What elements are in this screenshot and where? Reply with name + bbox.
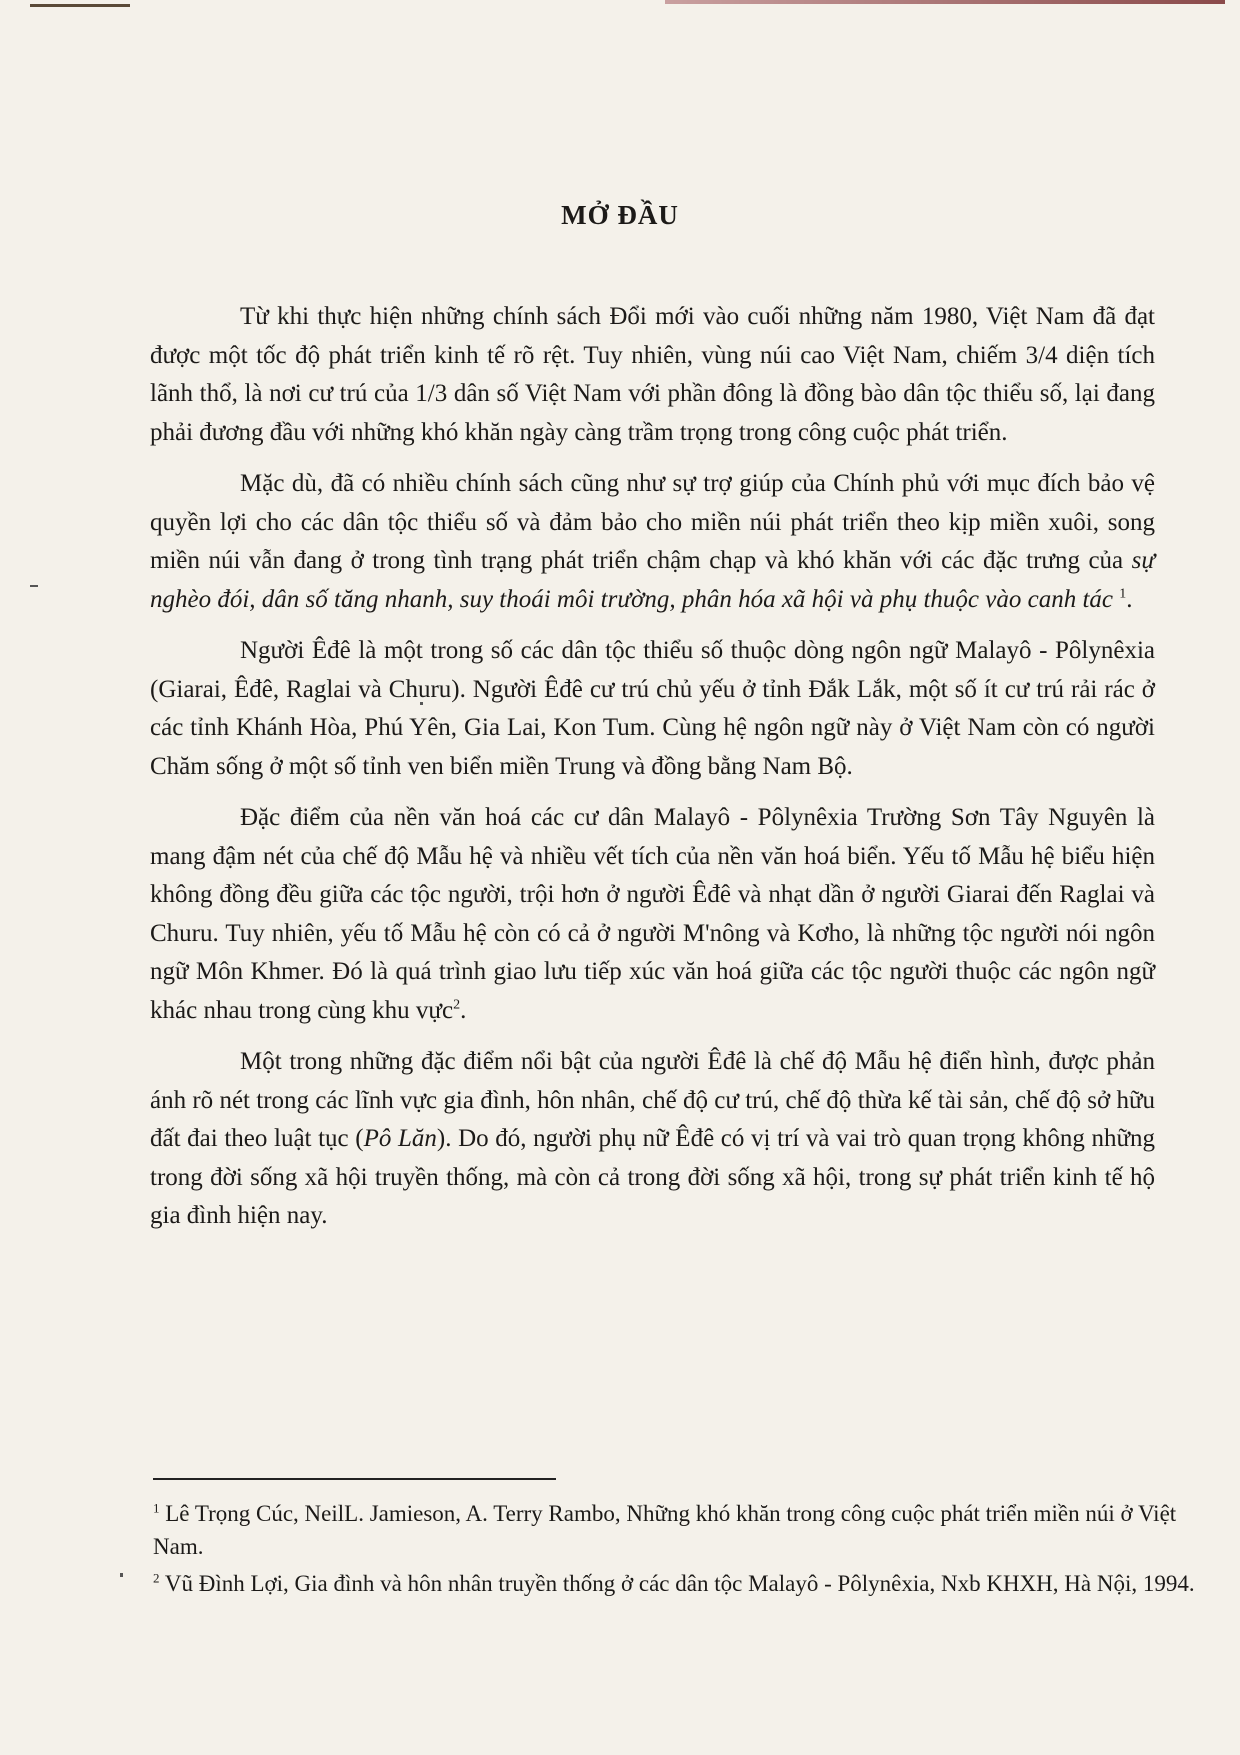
page-title: MỞ ĐẦU [561, 200, 679, 230]
footnote [153, 1567, 1203, 1600]
footnote-divider [153, 1478, 556, 1480]
paragraph [150, 1043, 1155, 1236]
scan-speck [30, 585, 38, 587]
paragraph [150, 298, 1155, 452]
scan-speck [120, 1573, 123, 1577]
paragraph [150, 799, 1155, 1030]
paragraph-text: Một trong những đặc điểm nổi bật của người Êđê là chế độ Mẫu hệ điển hình, được phản ánh rõ nét trong các lĩnh vực gia đình, hôn nhân, chế độ cư trú, chế độ thừa kế tài sản, chế độ sở hữu đất đai theo luật tục ( [150, 1048, 1155, 1152]
emphasis-text: sự nghèo đói, dân số tăng nhanh, suy thoái môi trường, phân hóa xã hội và phụ thuộc vào canh tác [150, 547, 1155, 613]
scan-edge-mark [665, 0, 1225, 4]
footnote [153, 1497, 1203, 1563]
footnote-text: Vũ Đình Lợi, Gia đình và hôn nhân truyền thống ở các dân tộc Malayô - Pôlynêxia, Nxb KHXH, Hà Nội, 1994. [164, 1571, 1195, 1596]
paragraph [150, 465, 1155, 619]
body-text [150, 298, 1155, 1249]
footnote-number: 2 [153, 1570, 160, 1586]
scan-edge-mark [30, 4, 130, 7]
paragraph-text: Mặc dù, đã có nhiều chính sách cũng như sự trợ giúp của Chính phủ với mục đích bảo vệ quyền lợi cho các dân tộc thiểu số và đảm bảo cho miền núi phát triển theo kịp miền xuôi, song miền núi vẫn đang ở trong tình trạng phát triển chậm chạp và khó khăn với các đặc trưng của [150, 470, 1155, 574]
footnote-ref: 2 [453, 997, 461, 1013]
footnote-number: 1 [153, 1500, 160, 1516]
emphasis-text: Pô Lăn [363, 1125, 437, 1152]
footnote-ref: 1 [1119, 586, 1127, 602]
paragraph-text: . [1126, 585, 1133, 613]
paragraph [150, 632, 1155, 786]
footnotes [153, 1497, 1203, 1604]
paragraph-text: . [460, 996, 467, 1024]
paragraph-text: Đặc điểm của nền văn hoá các cư dân Malayô - Pôlynêxia Trường Sơn Tây Nguyên là mang đậm nét của chế độ Mẫu hệ và nhiều vết tích của nền văn hoá biển. Yếu tố Mẫu hệ biểu hiện không đồng đều giữa các tộc người, trội hơn ở người Êđê và nhạt dần ở người Giarai đến Raglai và Churu. Tuy nhiên, yếu tố Mẫu hệ còn có cả ở người M'nông và Kơho, là những tộc người nói ngôn ngữ Môn Khmer. Đó là quá trình giao lưu tiếp xúc văn hoá giữa các tộc người thuộc các ngôn ngữ khác nhau trong cùng khu vực [150, 804, 1155, 1024]
paragraph-text: ). Do đó, người phụ nữ Êđê có vị trí và vai trò quan trọng không những trong đời sống xã hội truyền thống, mà còn cả trong đời sống xã hội, trong sự phát triển kinh tế hộ gia đình hiện nay. [150, 1125, 1155, 1229]
paragraph-text: Người Êđê là một trong số các dân tộc thiểu số thuộc dòng ngôn ngữ Malayô - Pôlynêxia (Giarai, Êđê, Raglai và Churu). Người Êđê cư trú chủ yếu ở tỉnh Đắk Lắk, một số ít cư trú rải rác ở các tỉnh Khánh Hòa, Phú Yên, Gia Lai, Kon Tum. Cùng hệ ngôn ngữ này ở Việt Nam còn có người Chăm sống ở một số tỉnh ven biển miền Trung và đồng bằng Nam Bộ. [150, 637, 1155, 780]
paragraph-text: Từ khi thực hiện những chính sách Đổi mới vào cuối những năm 1980, Việt Nam đã đạt được một tốc độ phát triển kinh tế rõ rệt. Tuy nhiên, vùng núi cao Việt Nam, chiếm 3/4 diện tích lãnh thổ, là nơi cư trú của 1/3 dân số Việt Nam với phần đông là đồng bào dân tộc thiểu số, lại đang phải đương đầu với những khó khăn ngày càng trầm trọng trong công cuộc phát triển. [150, 303, 1155, 446]
footnote-text: Lê Trọng Cúc, NeilL. Jamieson, A. Terry Rambo, Những khó khăn trong công cuộc phát triển miền núi ở Việt Nam. [153, 1501, 1177, 1559]
